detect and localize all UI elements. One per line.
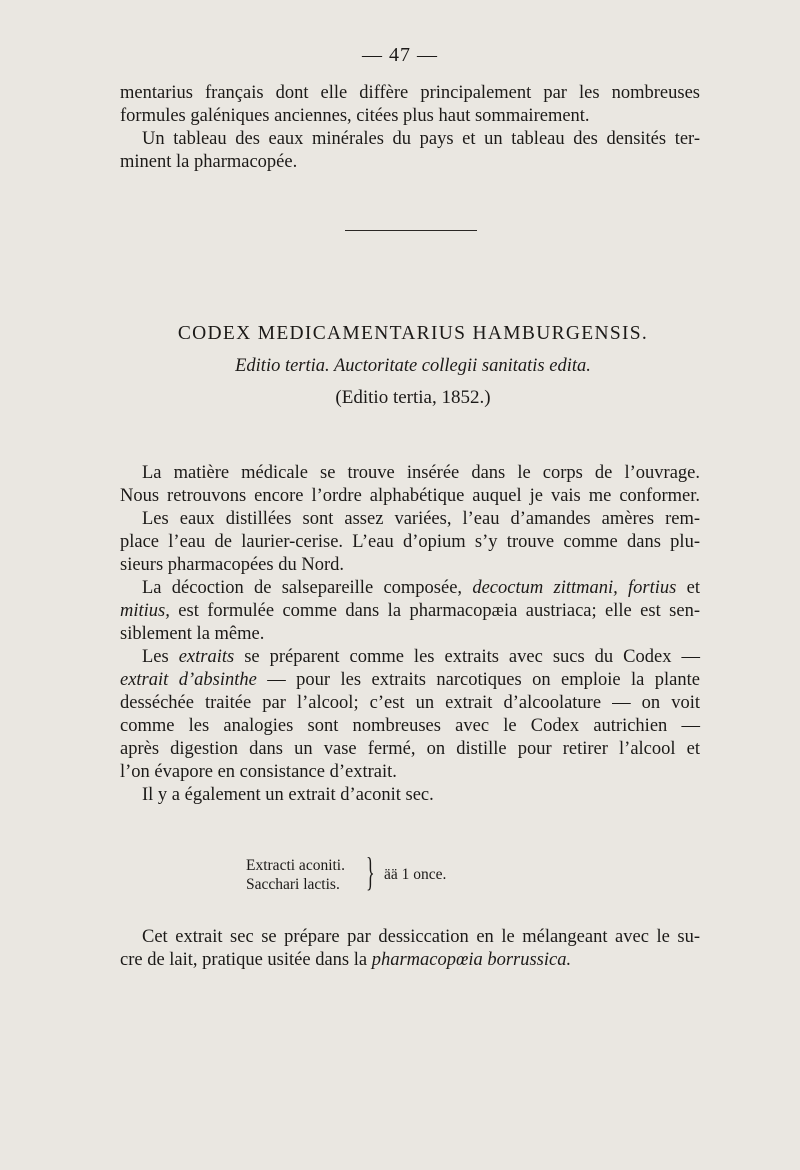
text-line: Cet extrait sec se prépare par dessiccation en le mélangeant avec le su- [142,927,700,947]
text-line [120,949,700,972]
ingredient: Extracti aconiti. [246,857,345,874]
closing-paragraph [120,926,700,972]
italic-span: extraits [178,647,235,667]
text-line: sieurs pharmacopées du Nord. [120,555,344,575]
page-number: — 47 — [362,44,438,66]
section-edition: (Editio tertia, 1852.) [335,387,491,408]
body-text [120,462,700,807]
text-span: La décoction de salsepareille composée, [142,578,473,598]
text-line [120,577,700,600]
ingredient: Sacchari lactis. [246,876,340,893]
brace-icon: } [366,849,375,894]
text-line: après digestion dans un vase fermé, on distille pour retirer l’alcool et [120,739,700,759]
formula-ingredients [246,856,345,894]
text-line: desséchée traitée par l’alcool; c’est un extrait d’alcoolature — on voit [120,693,700,713]
italic-span: extrait d’absinthe [120,670,257,690]
text-line: Nous retrouvons encore l’ordre alphabétique auquel je vais me conformer. [120,486,700,506]
text-line: Les eaux distillées sont assez variées, l’eau d’amandes amères rem- [142,509,700,529]
section-divider [345,230,477,231]
text-span: Les [142,647,179,667]
text-line: place l’eau de laurier-cerise. L’eau d’opium s’y trouve comme dans plu- [120,532,700,552]
text-line: minent la pharmacopée. [120,152,298,172]
text-line [120,600,700,623]
formula-dose: ää 1 once. [384,866,447,883]
text-span: — pour les extraits narcotiques on emploie la plante [256,670,700,690]
text-line: La matière médicale se trouve insérée dans le corps de l’ouvrage. [142,463,700,483]
text-line: comme les analogies sont nombreuses avec le Codex autrichien — [120,716,700,736]
text-line: mentarius français dont elle diffère principalement par les nombreuses [120,83,700,103]
text-line: siblement la même. [120,624,265,644]
text-line: Un tableau des eaux minérales du pays et un tableau des densités ter- [142,129,700,149]
text-line: Il y a également un extrait d’aconit sec. [142,785,434,805]
text-span: cre de lait, pratique usitée dans la [120,950,372,970]
text-line [120,669,700,692]
text-line: l’on évapore en consistance d’extrait. [120,762,397,782]
italic-span: mitius, [120,601,170,621]
section-subtitle: Editio tertia. Auctoritate collegii sanitatis edita. [235,356,591,376]
text-line [120,646,700,669]
section-title: CODEX MEDICAMENTARIUS HAMBURGENSIS. [177,323,649,344]
top-paragraph [120,82,700,174]
italic-span: pharmacopœia borrussica. [371,950,572,970]
text-span: se préparent comme les extraits avec sucs du Codex — [234,647,700,667]
text-span: et [676,578,700,598]
text-span: est formulée comme dans la pharmacopæia austriaca; elle est sen- [169,601,700,621]
text-line: formules galéniques anciennes, citées plus haut sommairement. [120,106,590,126]
italic-span: decoctum zittmani, fortius [472,578,677,598]
